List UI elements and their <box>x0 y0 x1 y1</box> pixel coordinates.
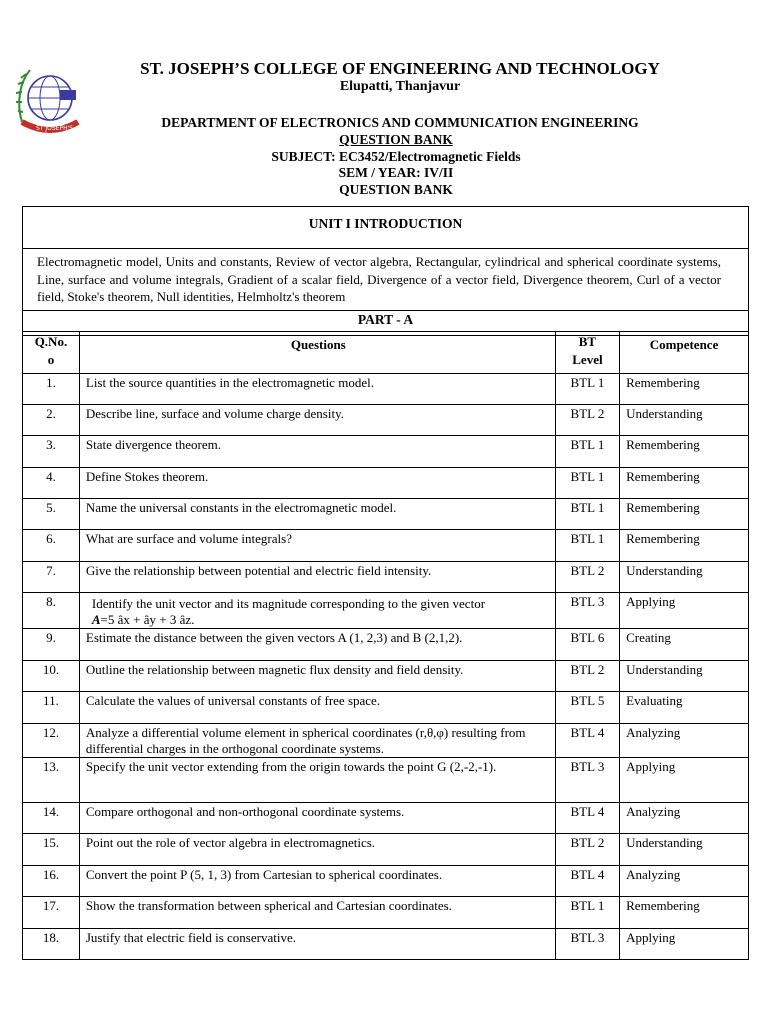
question-number: 14. <box>23 803 80 834</box>
header-competence: Competence <box>620 332 749 374</box>
question-text: Point out the role of vector algebra in electromagnetics. <box>79 834 555 866</box>
question-number: 2. <box>23 405 80 436</box>
competence: Analyzing <box>620 724 749 758</box>
question-number: 18. <box>23 929 80 960</box>
table-row <box>23 661 749 692</box>
table-row <box>23 499 749 530</box>
bt-level: BTL 1 <box>555 530 619 562</box>
table-row <box>23 436 749 468</box>
bt-level: BTL 2 <box>555 405 619 436</box>
table-row <box>23 405 749 436</box>
question-number: 11. <box>23 692 80 724</box>
competence: Understanding <box>620 405 749 436</box>
question-text: Justify that electric field is conservative. <box>79 929 555 960</box>
question-number: 7. <box>23 562 80 593</box>
competence: Remembering <box>620 374 749 405</box>
question-text: Compare orthogonal and non-orthogonal coordinate systems. <box>79 803 555 834</box>
question-text: Identify the unit vector and its magnitude corresponding to the given vector A=5 âx + ây + 3 âz. <box>79 593 555 629</box>
competence: Remembering <box>620 530 749 562</box>
bt-level: BTL 4 <box>555 866 619 897</box>
bt-level: BTL 3 <box>555 593 619 629</box>
bt-level: BTL 5 <box>555 692 619 724</box>
competence: Understanding <box>620 661 749 692</box>
question-table <box>22 331 749 960</box>
question-number: 5. <box>23 499 80 530</box>
question-number: 6. <box>23 530 80 562</box>
question-number: 17. <box>23 897 80 929</box>
unit-syllabus: Electromagnetic model, Units and constants, Review of vector algebra, Rectangular, cylindrical and spherical coordinate systems, Line, surface and volume integrals, Gradient of a scalar field, Divergence of a vector field, Divergence theorem, Curl of a vector field, Stoke's theorem, Null identities, Helmholtz's theorem <box>23 249 748 311</box>
bt-level: BTL 6 <box>555 629 619 661</box>
table-row <box>23 530 749 562</box>
bt-level: BTL 1 <box>555 499 619 530</box>
question-text: Describe line, surface and volume charge density. <box>79 405 555 436</box>
competence: Applying <box>620 929 749 960</box>
college-name: ST. JOSEPH’S COLLEGE OF ENGINEERING AND TECHNOLOGY <box>140 59 660 78</box>
table-row <box>23 724 749 758</box>
table-row <box>23 929 749 960</box>
table-row <box>23 562 749 593</box>
doc-type-2: QUESTION BANK <box>339 182 453 197</box>
unit-box <box>22 206 749 336</box>
question-text: Convert the point P (5, 1, 3) from Cartesian to spherical coordinates. <box>79 866 555 897</box>
sem-year: SEM / YEAR: IV/II <box>338 165 454 180</box>
question-text: State divergence theorem. <box>79 436 555 468</box>
question-number: 4. <box>23 468 80 499</box>
question-number: 3. <box>23 436 80 468</box>
question-text: Estimate the distance between the given vectors A (1, 2,3) and B (2,1,2). <box>79 629 555 661</box>
question-number: 8. <box>23 593 80 629</box>
table-row <box>23 629 749 661</box>
competence: Understanding <box>620 834 749 866</box>
header-qno: Q.No. o <box>23 332 80 374</box>
bt-level: BTL 4 <box>555 724 619 758</box>
table-row <box>23 866 749 897</box>
question-text: Analyze a differential volume element in spherical coordinates (r,θ,φ) resulting from differential charges in the orthogonal coordinate systems. <box>79 724 555 758</box>
bt-level: BTL 1 <box>555 468 619 499</box>
competence: Analyzing <box>620 866 749 897</box>
college-location: Elupatti, Thanjavur <box>339 79 461 94</box>
question-text: List the source quantities in the electromagnetic model. <box>79 374 555 405</box>
competence: Analyzing <box>620 803 749 834</box>
bt-level: BTL 3 <box>555 929 619 960</box>
bt-level: BTL 1 <box>555 436 619 468</box>
competence: Applying <box>620 593 749 629</box>
competence: Remembering <box>620 436 749 468</box>
table-row <box>23 593 749 629</box>
bt-level: BTL 2 <box>555 834 619 866</box>
question-number: 12. <box>23 724 80 758</box>
department-name: DEPARTMENT OF ELECTRONICS AND COMMUNICATION ENGINEERING <box>161 115 639 130</box>
question-number: 13. <box>23 758 80 803</box>
header-bt-level: BT Level <box>555 332 619 374</box>
table-row <box>23 803 749 834</box>
table-row <box>23 374 749 405</box>
question-text: Calculate the values of universal constants of free space. <box>79 692 555 724</box>
question-number: 10. <box>23 661 80 692</box>
header-questions: Questions <box>79 332 555 374</box>
question-text: Name the universal constants in the electromagnetic model. <box>79 499 555 530</box>
question-text: Show the transformation between spherical and Cartesian coordinates. <box>79 897 555 929</box>
question-number: 16. <box>23 866 80 897</box>
competence: Creating <box>620 629 749 661</box>
question-number: 15. <box>23 834 80 866</box>
competence: Remembering <box>620 499 749 530</box>
table-row <box>23 758 749 803</box>
competence: Understanding <box>620 562 749 593</box>
question-number: 1. <box>23 374 80 405</box>
question-text: Specify the unit vector extending from the origin towards the point G (2,-2,-1). <box>79 758 555 803</box>
question-text: Give the relationship between potential and electric field intensity. <box>79 562 555 593</box>
table-row <box>23 834 749 866</box>
doc-type: QUESTION BANK <box>339 132 453 147</box>
part-title: PART - A <box>23 311 748 336</box>
question-number: 9. <box>23 629 80 661</box>
table-row <box>23 692 749 724</box>
bt-level: BTL 4 <box>555 803 619 834</box>
table-row <box>23 897 749 929</box>
unit-title: UNIT I INTRODUCTION <box>23 207 748 249</box>
svg-text:ST JOSEPH'S: ST JOSEPH'S <box>36 125 74 132</box>
bt-level: BTL 2 <box>555 562 619 593</box>
question-text: What are surface and volume integrals? <box>79 530 555 562</box>
bt-level: BTL 1 <box>555 374 619 405</box>
question-text: Define Stokes theorem. <box>79 468 555 499</box>
table-header-row <box>23 332 749 374</box>
competence: Remembering <box>620 468 749 499</box>
competence: Evaluating <box>620 692 749 724</box>
bt-level: BTL 2 <box>555 661 619 692</box>
competence: Applying <box>620 758 749 803</box>
bt-level: BTL 1 <box>555 897 619 929</box>
table-row <box>23 468 749 499</box>
subject: SUBJECT: EC3452/Electromagnetic Fields <box>271 149 521 164</box>
bt-level: BTL 3 <box>555 758 619 803</box>
question-text: Outline the relationship between magnetic flux density and field density. <box>79 661 555 692</box>
competence: Remembering <box>620 897 749 929</box>
